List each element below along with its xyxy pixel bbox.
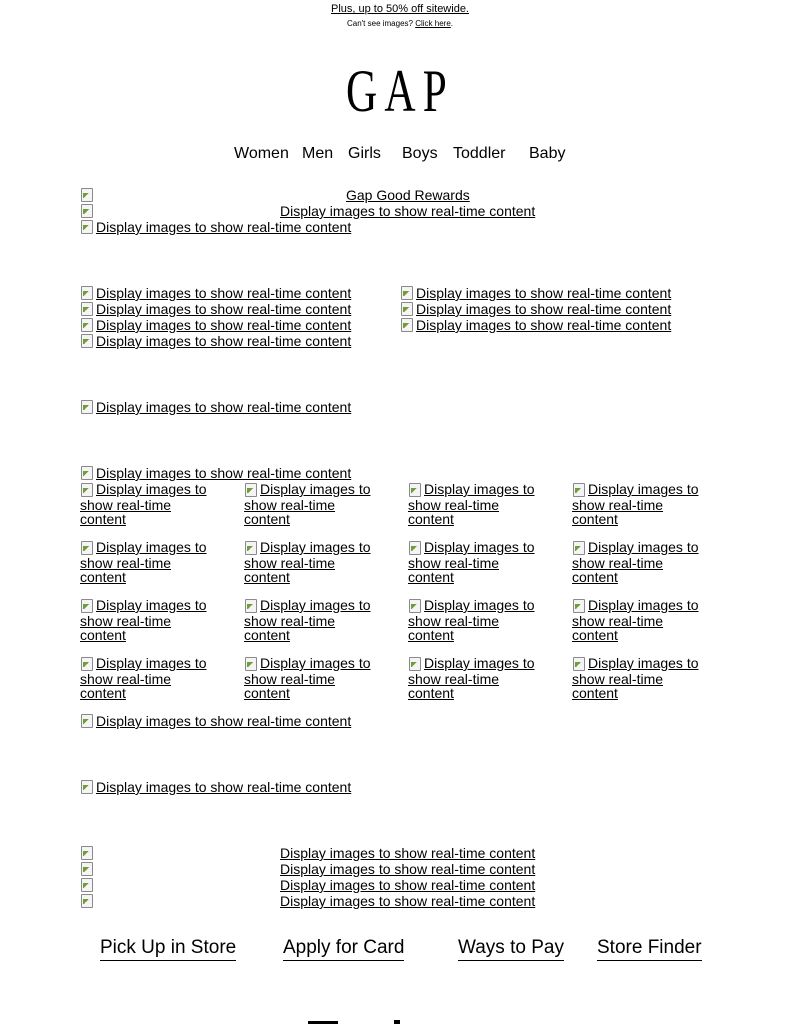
grid-image-link[interactable] [244,598,384,642]
broken-image-icon [244,482,260,498]
image-link[interactable] [80,317,351,333]
broken-image-icon [572,540,588,556]
grid-image-link[interactable] [244,482,384,526]
broken-image-icon [80,540,96,556]
nav-boys[interactable]: Boys [402,145,438,162]
store-finder-link[interactable]: Store Finder [597,937,702,961]
image-link[interactable] [400,317,671,333]
image-link[interactable] [80,893,720,909]
gap-logo[interactable]: GAP [345,58,455,124]
grid-image-link[interactable] [408,482,548,526]
image-alt-text: Display images to show real-time content [408,597,535,643]
broken-image-icon [80,333,96,349]
broken-image-icon [244,598,260,614]
grid-image-link[interactable] [80,656,220,700]
nav-toddler[interactable]: Toddler [453,145,506,162]
broken-image-icon [80,482,96,498]
broken-image-icon [80,465,96,481]
image-alt-text: Display images to show real-time content [244,539,371,585]
broken-image-icon [80,399,96,415]
image-alt-text: Display images to show real-time content [96,713,352,729]
grid-image-link[interactable] [244,656,384,700]
grid-image-link[interactable] [244,540,384,584]
promo-link[interactable]: Plus, up to 50% off sitewide. [331,3,469,15]
image-link[interactable] [80,301,351,317]
image-alt-text: Display images to show real-time content [96,301,352,317]
image-alt-text: Display images to show real-time content [96,285,352,301]
image-link[interactable] [80,861,720,877]
cant-see-images-line [0,19,800,28]
broken-image-icon [572,482,588,498]
image-link[interactable] [80,877,720,893]
grid-image-link[interactable] [408,540,548,584]
image-alt-text: Display images to show real-time content [572,597,699,643]
broken-image-icon [80,187,96,203]
grid-image-link[interactable] [572,656,712,700]
broken-image-icon [400,317,416,333]
image-link[interactable] [80,333,351,349]
image-link[interactable] [80,465,351,481]
grid-image-link[interactable] [80,540,220,584]
broken-image-icon [80,219,96,235]
broken-image-icon [400,285,416,301]
image-alt-text: Display images to show real-time content [572,655,699,701]
image-alt-text: Display images to show real-time content [408,481,535,527]
image-alt-text: Display images to show real-time content [96,779,352,795]
image-link[interactable] [80,779,351,795]
category-nav [0,145,800,165]
image-link[interactable] [80,219,351,235]
broken-image-icon [400,301,416,317]
ways-to-pay-link[interactable]: Ways to Pay [458,937,564,961]
click-here-link[interactable]: Click here [415,19,451,28]
grid-image-link[interactable] [572,482,712,526]
broken-image-icon [80,845,96,861]
image-alt-text: Display images to show real-time content [280,893,536,909]
broken-image-icon [80,779,96,795]
broken-image-icon [80,877,96,893]
grid-image-link[interactable] [80,598,220,642]
image-alt-text: Display images to show real-time content [408,655,535,701]
broken-image-icon [244,540,260,556]
broken-image-icon [80,893,96,909]
image-link[interactable] [400,301,671,317]
grid-image-link[interactable] [572,598,712,642]
apply-for-card-link[interactable]: Apply for Card [283,937,404,961]
nav-baby[interactable]: Baby [529,145,566,162]
broken-image-icon [572,656,588,672]
image-alt-text: Display images to show real-time content [244,481,371,527]
image-alt-text: Display images to show real-time content [416,301,672,317]
image-alt-text: Display images to show real-time content [244,597,371,643]
image-alt-text: Display images to show real-time content [96,219,352,235]
grid-image-link[interactable] [408,598,548,642]
nav-men[interactable]: Men [302,145,334,162]
image-alt-text: Display images to show real-time content [280,845,536,861]
image-alt-text: Display images to show real-time content [416,317,672,333]
broken-image-icon [80,861,96,877]
broken-image-icon [408,598,424,614]
image-alt-text: Display images to show real-time content [96,317,352,333]
image-link[interactable] [80,285,351,301]
cant-see-text: Can't see images? [346,19,413,28]
grid-image-link[interactable] [80,482,220,526]
broken-image-icon [80,713,96,729]
grid-image-link[interactable] [572,540,712,584]
nav-girls[interactable]: Girls [348,145,381,162]
image-alt-text: Display images to show real-time content [80,597,207,643]
broken-image-icon [408,540,424,556]
broken-image-icon [80,203,96,219]
image-link[interactable] [80,713,351,729]
image-link[interactable] [400,285,671,301]
image-alt-text: Display images to show real-time content [244,655,371,701]
image-alt-text: Display images to show real-time content [80,539,207,585]
broken-image-icon [572,598,588,614]
grid-image-link[interactable] [408,656,548,700]
broken-image-icon [80,301,96,317]
image-alt-text: Display images to show real-time content [280,877,536,893]
image-alt-text: Display images to show real-time content [96,333,352,349]
broken-image-icon [408,482,424,498]
broken-image-icon [80,656,96,672]
rewards-banner[interactable] [80,187,720,203]
cant-see-suffix: . [450,19,454,28]
image-link[interactable] [80,203,720,219]
image-alt-text: Display images to show real-time content [416,285,672,301]
image-alt-text: Display images to show real-time content [80,655,207,701]
image-link[interactable] [80,845,720,861]
broken-image-icon [244,656,260,672]
pick-up-in-store-link[interactable]: Pick Up in Store [100,937,236,961]
nav-women[interactable]: Women [234,145,289,162]
image-alt-text: Display images to show real-time content [408,539,535,585]
image-alt-text: Display images to show real-time content [280,861,536,877]
image-alt-text: Display images to show real-time content [572,539,699,585]
image-alt-text: Display images to show real-time content [572,481,699,527]
image-link[interactable] [80,399,351,415]
image-alt-text: Display images to show real-time content [280,203,536,219]
cut-off-footer-graphic [300,1018,420,1024]
rewards-label: Gap Good Rewards [346,187,470,203]
broken-image-icon [80,285,96,301]
image-alt-text: Display images to show real-time content [96,465,352,481]
image-alt-text: Display images to show real-time content [96,399,352,415]
broken-image-icon [80,598,96,614]
broken-image-icon [408,656,424,672]
image-alt-text: Display images to show real-time content [80,481,207,527]
broken-image-icon [80,317,96,333]
